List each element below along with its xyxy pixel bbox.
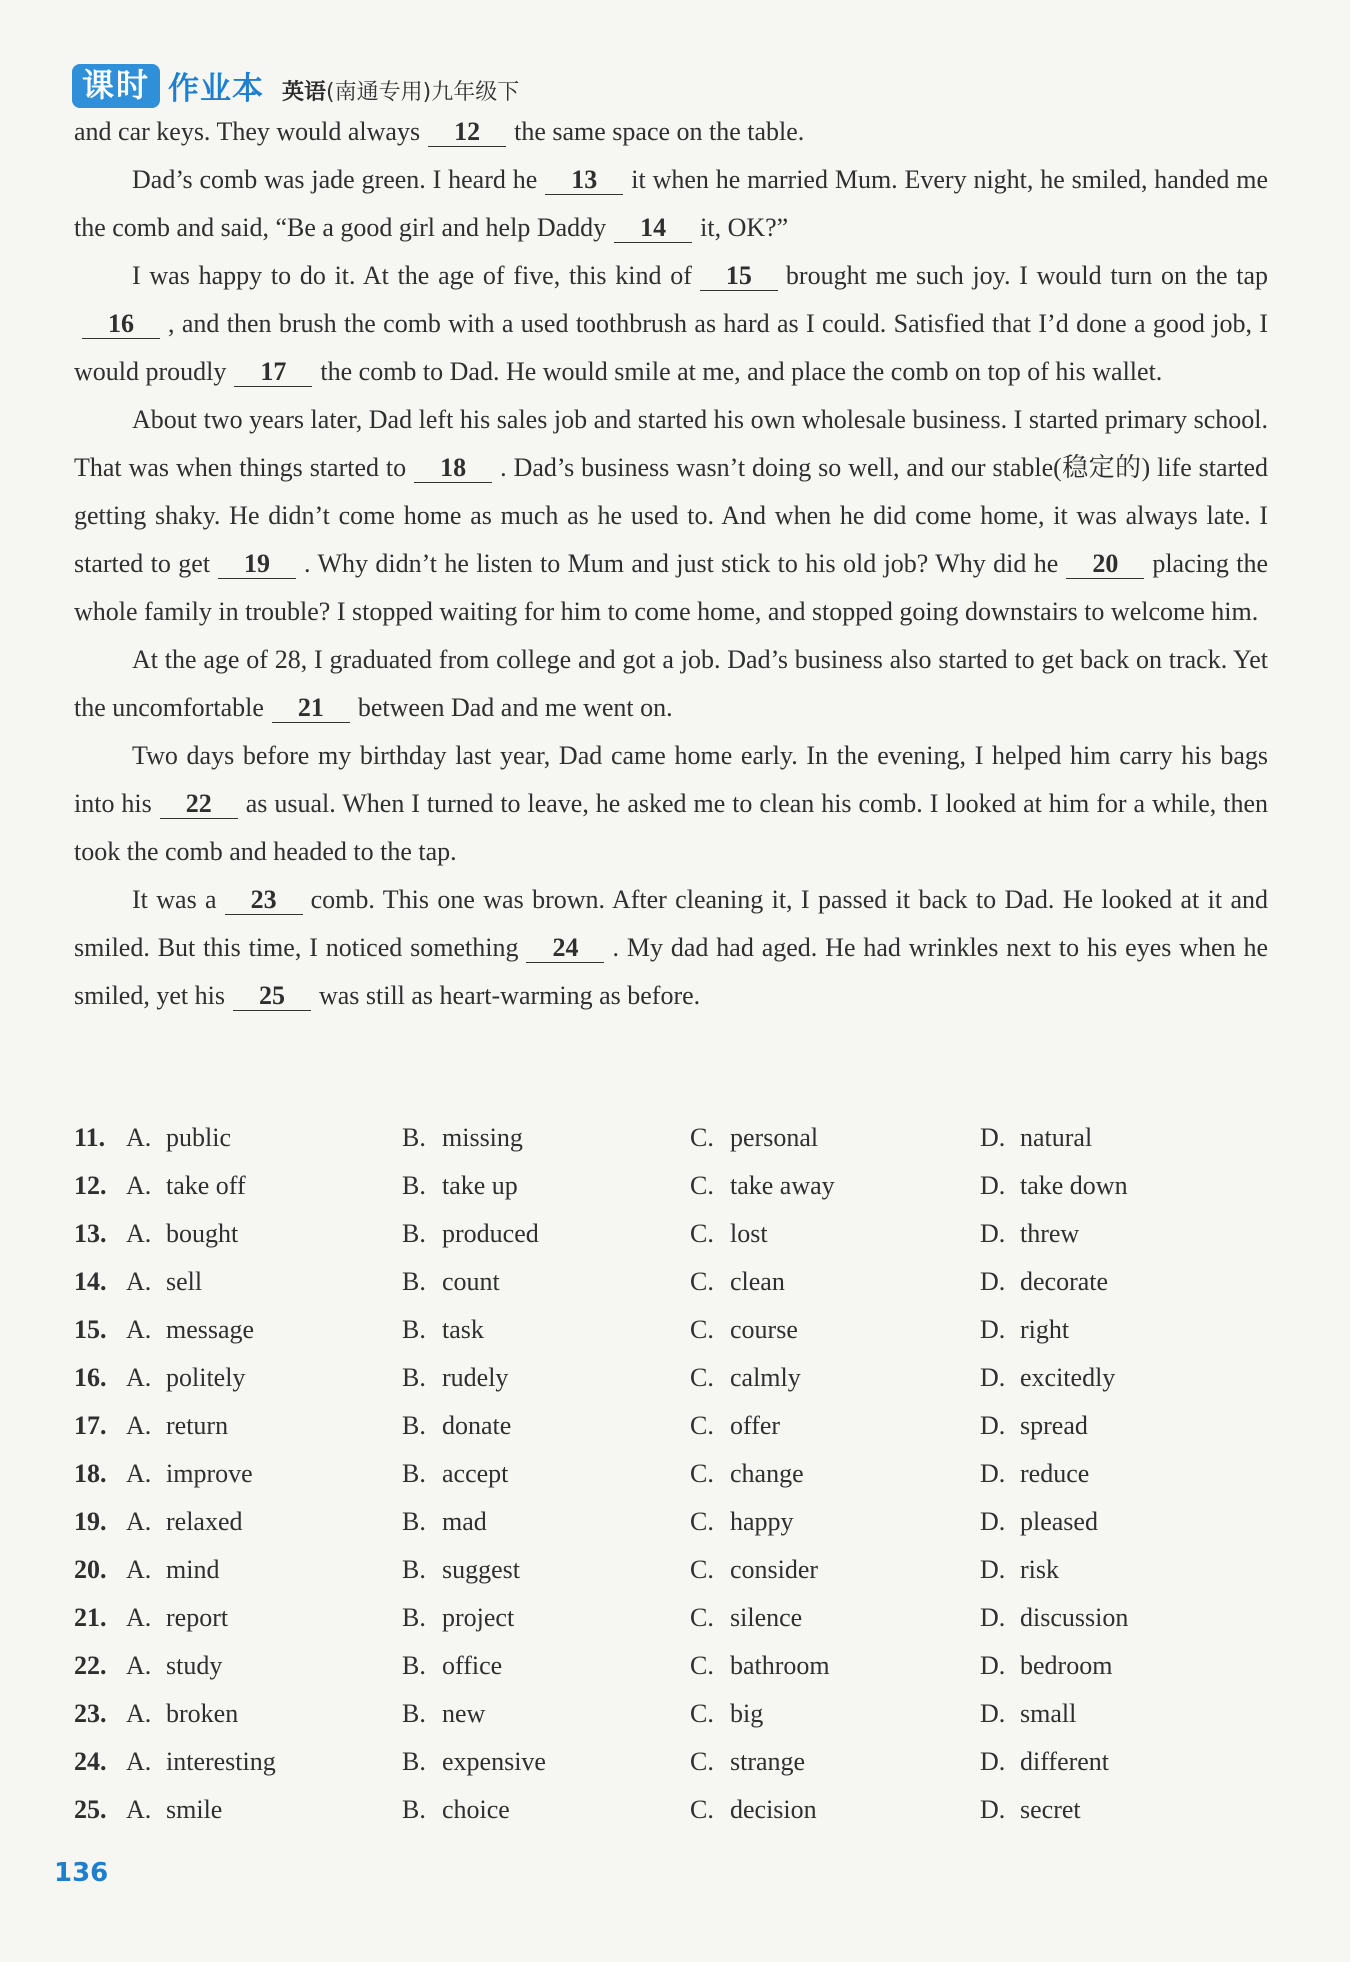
question-number: 13. xyxy=(74,1219,107,1248)
question-row xyxy=(74,1738,1268,1786)
option-d[interactable]: D. decorate xyxy=(980,1267,1109,1296)
blank-22: 22 xyxy=(160,790,238,819)
option-b[interactable]: B. take up xyxy=(402,1171,518,1200)
blank-18: 18 xyxy=(414,454,492,483)
option-d[interactable]: D. risk xyxy=(980,1555,1059,1584)
option-a[interactable]: A. return xyxy=(126,1411,229,1440)
option-c[interactable]: C. take away xyxy=(690,1171,835,1200)
blank-16: 16 xyxy=(82,310,160,339)
blank-25: 25 xyxy=(233,982,311,1011)
option-a[interactable]: A. public xyxy=(126,1123,231,1152)
option-c[interactable]: C. personal xyxy=(690,1123,819,1152)
option-d[interactable]: D. discussion xyxy=(980,1603,1129,1632)
option-a[interactable]: A. broken xyxy=(126,1699,239,1728)
option-b[interactable]: B. missing xyxy=(402,1123,523,1152)
option-c[interactable]: C. bathroom xyxy=(690,1651,830,1680)
option-c[interactable]: C. decision xyxy=(690,1795,817,1824)
option-c[interactable]: C. calmly xyxy=(690,1363,801,1392)
option-c[interactable]: C. change xyxy=(690,1459,804,1488)
option-c[interactable]: C. consider xyxy=(690,1555,819,1584)
option-b[interactable]: B. suggest xyxy=(402,1555,520,1584)
option-d[interactable]: D. threw xyxy=(980,1219,1080,1248)
option-a[interactable]: A. message xyxy=(126,1315,255,1344)
question-row xyxy=(74,1450,1268,1498)
blank-24: 24 xyxy=(526,934,604,963)
option-a[interactable]: A. smile xyxy=(126,1795,223,1824)
paragraph: Two days before my birthday last year, Dad came home early. In the evening, I helped him carry his bags into his 22 as usual. When I turned to leave, he asked me to clean his comb. I looked at him for a while, then took the comb and headed to the tap. xyxy=(74,741,1268,866)
question-number: 24. xyxy=(74,1747,107,1776)
option-b[interactable]: B. choice xyxy=(402,1795,510,1824)
question-number: 17. xyxy=(74,1411,107,1440)
blank-13: 13 xyxy=(545,166,623,195)
question-row xyxy=(74,1546,1268,1594)
option-b[interactable]: B. new xyxy=(402,1699,486,1728)
option-b[interactable]: B. project xyxy=(402,1603,515,1632)
blank-20: 20 xyxy=(1066,550,1144,579)
option-a[interactable]: A. study xyxy=(126,1651,223,1680)
answer-options xyxy=(74,1114,1268,1834)
series-title: 作业本 xyxy=(168,71,265,107)
blank-15: 15 xyxy=(700,262,778,291)
question-row xyxy=(74,1498,1268,1546)
question-row xyxy=(74,1402,1268,1450)
option-d[interactable]: D. small xyxy=(980,1699,1077,1728)
subject-title: 英语(南通专用)九年级下 xyxy=(282,80,520,105)
option-b[interactable]: B. task xyxy=(402,1315,484,1344)
option-d[interactable]: D. secret xyxy=(980,1795,1081,1824)
blank-21: 21 xyxy=(272,694,350,723)
series-logo: 课时 xyxy=(72,64,160,108)
question-number: 12. xyxy=(74,1171,107,1200)
question-number: 23. xyxy=(74,1699,107,1728)
question-row xyxy=(74,1594,1268,1642)
option-d[interactable]: D. spread xyxy=(980,1411,1088,1440)
option-b[interactable]: B. rudely xyxy=(402,1363,509,1392)
blank-23: 23 xyxy=(225,886,303,915)
question-number: 15. xyxy=(74,1315,107,1344)
paragraph: and car keys. They would always 12 the same space on the table. xyxy=(74,117,805,146)
option-b[interactable]: B. accept xyxy=(402,1459,509,1488)
option-d[interactable]: D. right xyxy=(980,1315,1070,1344)
option-b[interactable]: B. expensive xyxy=(402,1747,546,1776)
question-number: 18. xyxy=(74,1459,107,1488)
question-row xyxy=(74,1690,1268,1738)
option-c[interactable]: C. strange xyxy=(690,1747,806,1776)
option-c[interactable]: C. course xyxy=(690,1315,798,1344)
option-b[interactable]: B. count xyxy=(402,1267,500,1296)
option-c[interactable]: C. silence xyxy=(690,1603,803,1632)
paragraph: About two years later, Dad left his sales job and started his own wholesale business. I started primary school. That was when things started to 18 . Dad’s business wasn’t doing so well, and our stable(稳定的) life started getting shaky. He didn’t come home as much as he used to. And when he did come home, it was always late. I started to get 19 . Why didn’t he listen to Mum and just stick to his old job? Why did he 20 placing the whole family in trouble? I stopped waiting for him to come home, and stopped going downstairs to welcome him. xyxy=(74,405,1268,626)
option-c[interactable]: C. big xyxy=(690,1699,764,1728)
question-number: 14. xyxy=(74,1267,107,1296)
paragraph: At the age of 28, I graduated from college and got a job. Dad’s business also started to get back on track. Yet the uncomfortable 21 between Dad and me went on. xyxy=(74,645,1268,722)
blank-14: 14 xyxy=(614,214,692,243)
option-d[interactable]: D. take down xyxy=(980,1171,1128,1200)
option-b[interactable]: B. donate xyxy=(402,1411,512,1440)
question-number: 22. xyxy=(74,1651,107,1680)
question-number: 20. xyxy=(74,1555,107,1584)
question-row xyxy=(74,1642,1268,1690)
question-row xyxy=(74,1786,1268,1834)
blank-17: 17 xyxy=(234,358,312,387)
option-a[interactable]: A. interesting xyxy=(126,1747,276,1776)
question-row xyxy=(74,1258,1268,1306)
option-d[interactable]: D. pleased xyxy=(980,1507,1098,1536)
page-header xyxy=(72,58,519,108)
option-b[interactable]: B. produced xyxy=(402,1219,539,1248)
option-a[interactable]: A. report xyxy=(126,1603,229,1632)
option-a[interactable]: A. sell xyxy=(126,1267,203,1296)
option-a[interactable]: A. bought xyxy=(126,1219,239,1248)
paragraph: It was a 23 comb. This one was brown. After cleaning it, I passed it back to Dad. He looked at it and smiled. But this time, I noticed something 24 . My dad had aged. He had wrinkles next to his eyes when he smiled, yet his 25 was still as heart-warming as before. xyxy=(74,885,1269,1010)
question-number: 11. xyxy=(74,1123,106,1152)
blank-19: 19 xyxy=(218,550,296,579)
question-row xyxy=(74,1354,1268,1402)
option-c[interactable]: C. lost xyxy=(690,1219,768,1248)
page-number: 136 xyxy=(54,1858,109,1888)
option-d[interactable]: D. reduce xyxy=(980,1459,1090,1488)
option-b[interactable]: B. office xyxy=(402,1651,503,1680)
paragraph: I was happy to do it. At the age of five, this kind of 15 brought me such joy. I would turn on the tap16 , and then brush the comb with a used toothbrush as hard as I could. Satisfied that I’d done a good job, I would proudly 17 the comb to Dad. He would smile at me, and place the comb on top of his wallet. xyxy=(74,261,1268,386)
option-c[interactable]: C. offer xyxy=(690,1411,781,1440)
blank-12: 12 xyxy=(428,118,506,147)
option-a[interactable]: A. mind xyxy=(126,1555,220,1584)
option-d[interactable]: D. excitedly xyxy=(980,1363,1116,1392)
question-row xyxy=(74,1114,1268,1162)
option-d[interactable]: D. different xyxy=(980,1747,1110,1776)
question-number: 16. xyxy=(74,1363,107,1392)
question-row xyxy=(74,1162,1268,1210)
question-number: 19. xyxy=(74,1507,107,1536)
cloze-passage xyxy=(74,108,1268,1020)
question-number: 21. xyxy=(74,1603,107,1632)
option-d[interactable]: D. natural xyxy=(980,1123,1093,1152)
option-a[interactable]: A. take off xyxy=(126,1171,246,1200)
question-number: 25. xyxy=(74,1795,107,1824)
option-c[interactable]: C. clean xyxy=(690,1267,785,1296)
option-a[interactable]: A. relaxed xyxy=(126,1507,243,1536)
option-c[interactable]: C. happy xyxy=(690,1507,794,1536)
question-row xyxy=(74,1306,1268,1354)
option-d[interactable]: D. bedroom xyxy=(980,1651,1113,1680)
option-a[interactable]: A. politely xyxy=(126,1363,246,1392)
option-b[interactable]: B. mad xyxy=(402,1507,487,1536)
question-row xyxy=(74,1210,1268,1258)
option-a[interactable]: A. improve xyxy=(126,1459,253,1488)
paragraph: Dad’s comb was jade green. I heard he 13 it when he married Mum. Every night, he smiled, handed me the comb and said, “Be a good girl and help Daddy 14 it, OK?” xyxy=(74,165,1268,242)
